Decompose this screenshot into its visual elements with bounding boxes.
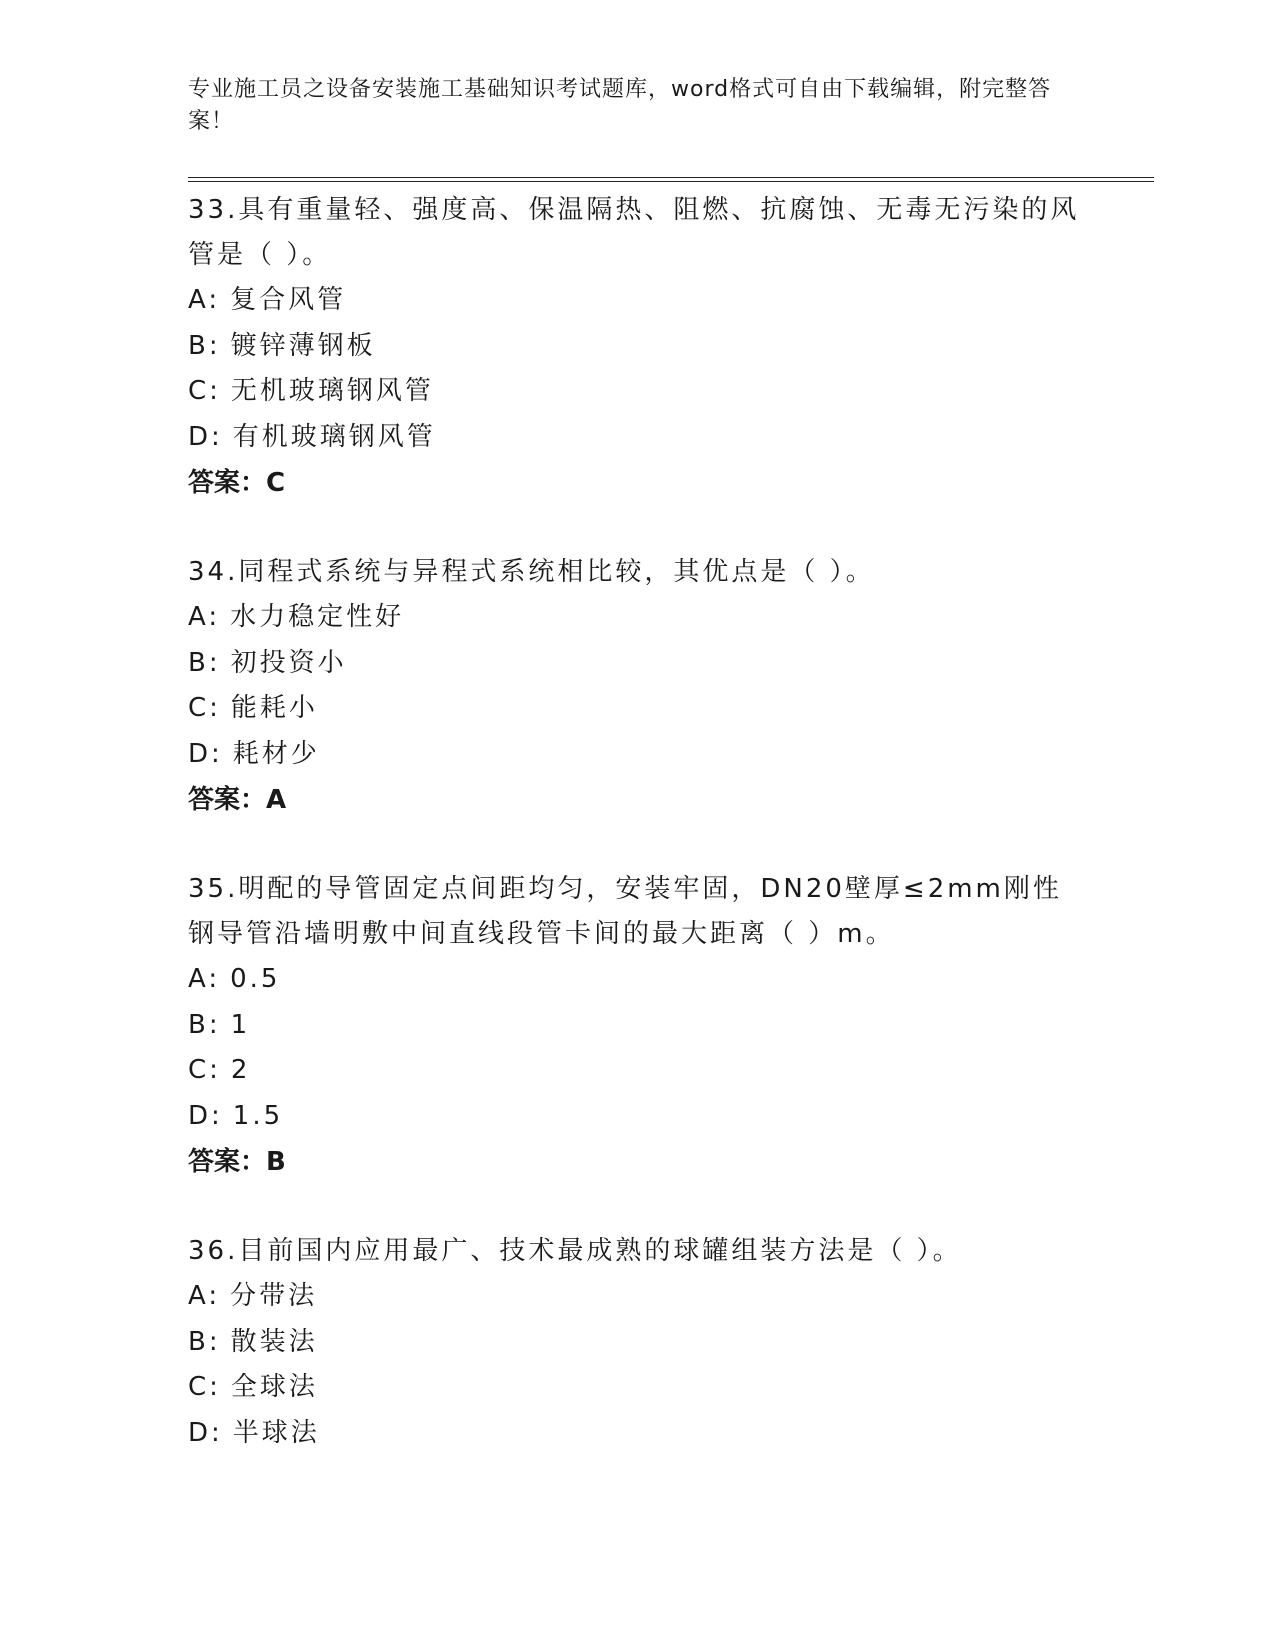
option-text: 水力稳定性好: [230, 602, 405, 632]
option-key: A:: [188, 285, 221, 315]
option-a: [188, 957, 1088, 1003]
option-text: 无机玻璃钢风管: [230, 376, 434, 406]
option-text: 1.5: [232, 1100, 284, 1131]
option-text: 散装法: [230, 1326, 318, 1357]
option-key: A:: [188, 602, 221, 632]
option-text: 全球法: [230, 1372, 318, 1402]
question-34: [188, 550, 1088, 823]
option-c: [188, 686, 1088, 732]
option-text: 1: [230, 1009, 251, 1040]
option-text: 半球法: [232, 1417, 320, 1448]
question-stem: 36.目前国内应用最广、技术最成熟的球罐组装方法是（ ）。: [188, 1236, 962, 1266]
option-key: B:: [188, 330, 221, 361]
option-d: [188, 1411, 1088, 1457]
answer-line: 答案：B: [188, 1147, 286, 1177]
answer-line: 答案：A: [188, 785, 287, 815]
option-b: [188, 324, 1088, 370]
question-33: [188, 188, 1088, 506]
option-key: A:: [188, 964, 221, 994]
option-b: [188, 1320, 1088, 1366]
option-c: [188, 369, 1088, 415]
option-key: C:: [188, 1055, 221, 1085]
option-key: B:: [188, 1009, 221, 1040]
question-35: [188, 867, 1088, 1185]
header-divider-bottom: [188, 181, 1154, 182]
option-key: D:: [188, 1417, 223, 1448]
option-b: [188, 1003, 1088, 1049]
option-c: [188, 1365, 1088, 1411]
option-key: C:: [188, 693, 221, 723]
header-divider-top: [188, 177, 1154, 178]
option-c: [188, 1048, 1088, 1094]
document-header: 专业施工员之设备安装施工基础知识考试题库，word格式可自由下载编辑，附完整答案！: [188, 77, 1052, 134]
question-list: [188, 188, 1088, 1500]
option-text: 初投资小: [230, 647, 347, 678]
option-d: [188, 415, 1088, 461]
option-a: [188, 278, 1088, 324]
question-stem: 34.同程式系统与异程式系统相比较，其优点是（ ）。: [188, 557, 875, 587]
option-key: D:: [188, 421, 223, 452]
option-a: [188, 1274, 1088, 1320]
option-d: [188, 1094, 1088, 1140]
option-key: B:: [188, 1326, 221, 1357]
option-b: [188, 641, 1088, 687]
option-text: 复合风管: [230, 285, 347, 315]
option-key: C:: [188, 376, 221, 406]
option-key: D:: [188, 738, 223, 769]
option-key: B:: [188, 647, 221, 678]
question-stem: 35.明配的导管固定点间距均匀，安装牢固，DN20壁厚≤2mm刚性钢导管沿墙明敷中间直线段管卡间的最大距离（ ）m。: [188, 874, 1062, 949]
option-a: [188, 595, 1088, 641]
question-36: [188, 1229, 1088, 1456]
option-text: 2: [230, 1055, 251, 1085]
option-text: 镀锌薄钢板: [230, 330, 376, 361]
option-text: 能耗小: [230, 693, 318, 723]
option-key: D:: [188, 1100, 223, 1131]
answer-line: 答案：C: [188, 468, 286, 498]
option-d: [188, 732, 1088, 778]
option-text: 分带法: [230, 1281, 318, 1311]
option-key: C:: [188, 1372, 221, 1402]
option-key: A:: [188, 1281, 221, 1311]
question-stem: 33.具有重量轻、强度高、保温隔热、阻燃、抗腐蚀、无毒无污染的风管是（ ）。: [188, 195, 1080, 270]
option-text: 0.5: [230, 964, 281, 994]
option-text: 有机玻璃钢风管: [232, 421, 436, 452]
option-text: 耗材少: [232, 738, 320, 769]
